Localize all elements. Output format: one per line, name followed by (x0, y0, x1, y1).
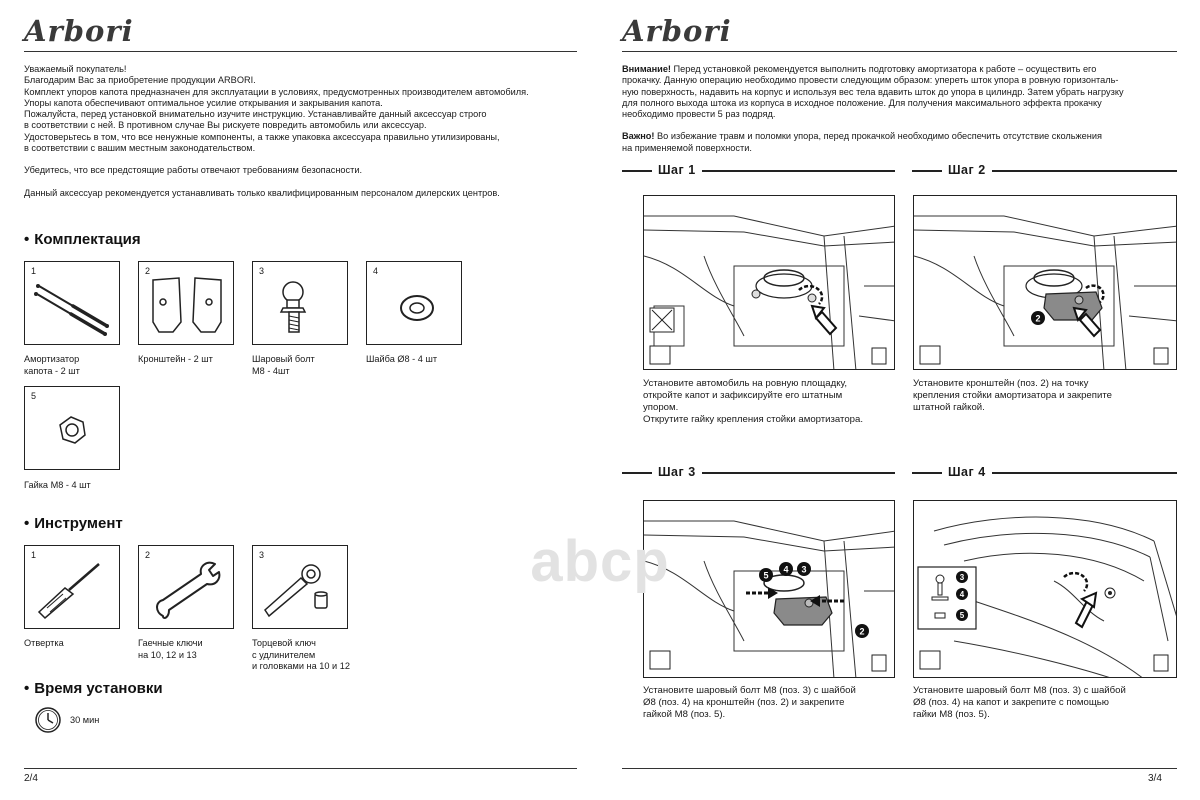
engine-bay-bracket-icon (914, 196, 1177, 370)
footer-divider (622, 768, 1177, 769)
caption-line: Кронштейн - 2 шт (138, 354, 213, 364)
step-text-line: Ø8 (поз. 4) на капот и закрепите с помощью (913, 697, 1109, 708)
kit-caption-ball-bolt (252, 354, 315, 377)
step-2-illustration (913, 195, 1177, 370)
kit-title-text: Комплектация (34, 231, 141, 248)
caption-line: капота - 2 шт (24, 365, 80, 376)
page-number: 3/4 (1148, 773, 1162, 784)
intro-line: Упоры капота обеспечивают оптимальное усилие открывания и закрывания капота. (24, 97, 383, 108)
warning-line: необходимо провести 5 раз подряд. (622, 109, 776, 120)
caption-line: на 10, 12 и 13 (138, 649, 197, 660)
warning-line (622, 64, 1182, 75)
item-number: 3 (259, 266, 265, 276)
step-text-line: откройте капот и зафиксируйте его штатным (643, 390, 843, 401)
warning-line: для полного выхода штока из корпуса в исходное положение. Для получения максимального эффекта прокачку (622, 97, 1102, 108)
right-page (600, 0, 1200, 800)
tool-caption-wrench (138, 638, 203, 661)
watermark: abcp (530, 529, 670, 594)
time-title-text: Время установки (34, 680, 163, 697)
important-line (622, 131, 1182, 142)
caption-line: М8 - 4шт (252, 365, 290, 376)
callout-3: 3 (801, 564, 807, 575)
caption-line: и головками на 10 и 12 (252, 661, 350, 671)
step-2-text (913, 378, 1169, 414)
caption-line: Шайба Ø8 - 4 шт (366, 354, 438, 364)
header-divider (24, 51, 577, 52)
callout-4: 4 (783, 564, 789, 575)
important-line-text: Во избежание травм и поломки упора, перед прокачкой необходимо обеспечить отсутствие скольжения (654, 131, 1102, 142)
step-4-label: Шаг 4 (942, 465, 992, 479)
intro-line: в соответствии с вашим местным законодательством. (24, 143, 256, 154)
step-text-line: Установите шаровый болт М8 (поз. 3) с шайбой (913, 685, 1126, 696)
caption-line: Торцевой ключ (252, 638, 316, 648)
kit-section-title: • Комплектация (24, 231, 141, 248)
step-3-header (622, 465, 895, 479)
warning-text (622, 64, 1182, 154)
warning-line-text: Перед установкой рекомендуется выполнить подготовку амортизатора к работе – осуществить его (670, 64, 1097, 74)
item-number: 1 (31, 550, 37, 560)
tools-section-title: • Инструмент (24, 515, 123, 532)
tool-item-screwdriver (24, 545, 120, 629)
tool-caption-socket-wrench (252, 638, 350, 673)
step-2-label: Шаг 2 (942, 163, 992, 177)
kit-caption-bracket (138, 354, 213, 366)
step-text-line: упором. (643, 402, 679, 413)
engine-bay-strut-icon (644, 196, 895, 370)
intro-line: Удостоверьтесь в том, что все ненужные компоненты, а также упаковка аксессуара правильно утилизированы, (24, 131, 500, 142)
step-3-text (643, 685, 899, 721)
callout-2: 2 (859, 626, 865, 637)
item-number: 4 (373, 266, 379, 276)
intro-line: Уважаемый покупатель! (24, 64, 127, 74)
tools-title-text: Инструмент (34, 515, 123, 532)
caption-line: Шаровый болт (252, 354, 315, 364)
important-label: Важно! (622, 131, 655, 142)
item-number: 5 (31, 391, 37, 401)
intro-line: Благодарим Вас за приобретение продукции ARBORI. (24, 75, 256, 86)
time-section-title: • Время установки (24, 680, 163, 697)
nut-icon (25, 387, 121, 471)
step-text-line: Установите автомобиль на ровную площадку, (643, 378, 848, 389)
tool-item-wrench (138, 545, 234, 629)
intro-text (24, 64, 584, 199)
kit-item-nut (24, 386, 120, 470)
kit-caption-strut (24, 354, 80, 377)
callout-2: 2 (1035, 313, 1041, 324)
page-number: 2/4 (24, 773, 38, 784)
footer-divider (24, 768, 577, 769)
item-number: 3 (259, 550, 265, 560)
kit-caption-washer (366, 354, 437, 366)
kit-item-ball-bolt (252, 261, 348, 345)
screwdriver-icon (25, 546, 121, 630)
item-number: 2 (145, 550, 151, 560)
intro-line: Комплект упоров капота предназначен для эксплуатации в условиях, предусмотренных производителем автомобиля. (24, 86, 529, 97)
kit-item-bracket (138, 261, 234, 345)
callout-3: 3 (959, 573, 965, 582)
step-4-text (913, 685, 1169, 721)
kit-item-strut (24, 261, 120, 345)
step-text-line: Установите шаровый болт М8 (поз. 3) с шайбой (643, 685, 856, 696)
step-2-header (912, 163, 1177, 177)
callout-4: 4 (959, 590, 965, 599)
step-text-line: гайкой М8 (поз. 5). (643, 709, 726, 720)
intro-line: в соответствии с ней. В противном случае Вы рискуете повредить автомобиль или аксессуар. (24, 120, 427, 131)
caption-line: Гайка М8 - 4 шт (24, 480, 91, 490)
warning-line: ную поверхность, надавить на корпус и используя вес тела вдавить шток до упора в цилиндр. Затем убрать нагрузку (622, 86, 1124, 97)
brand-logo: Arbori (24, 14, 134, 48)
safety-note: Убедитесь, что все предстоящие работы отвечают требованиям безопасности. (24, 165, 363, 176)
caption-line: с удлинителем (252, 649, 316, 660)
brand-logo: Arbori (622, 14, 732, 48)
step-text-line: штатной гайкой. (913, 402, 985, 413)
washer-icon (367, 262, 463, 346)
intro-line: Пожалуйста, перед установкой внимательно изучите инструкцию. Устанавливайте данный аксессуар строго (24, 109, 487, 120)
header-divider (622, 51, 1177, 52)
callout-5: 5 (763, 570, 769, 581)
item-number: 2 (145, 266, 151, 276)
important-line: на применяемой поверхности. (622, 142, 752, 153)
kit-caption-nut (24, 480, 91, 492)
step-text-line: крепления стойки амортизатора и закрепите (913, 390, 1112, 401)
callout-5: 5 (959, 611, 965, 620)
warning-label: Внимание! (622, 64, 671, 74)
gas-strut-icon (25, 262, 121, 346)
step-3-label: Шаг 3 (652, 465, 702, 479)
ball-bolt-icon (253, 262, 349, 346)
step-1-illustration (643, 195, 895, 370)
warning-line: прокачку. Данную операцию необходимо провести следующим образом: упереть шток упора в ровную горизонталь- (622, 75, 1119, 86)
caption-line: Амортизатор (24, 354, 80, 364)
step-1-label: Шаг 1 (652, 163, 702, 177)
clock-icon (34, 706, 62, 734)
dealer-note: Данный аксессуар рекомендуется устанавливать только квалифицированным персоналом дилерских центров. (24, 187, 500, 198)
bracket-icon (139, 262, 235, 346)
step-text-line: Открутите гайку крепления стойки амортизатора. (643, 414, 864, 425)
socket-wrench-icon (253, 546, 349, 630)
tool-caption-screwdriver (24, 638, 64, 650)
kit-item-washer (366, 261, 462, 345)
item-number: 1 (31, 266, 37, 276)
step-text-line: Установите кронштейн (поз. 2) на точку (913, 378, 1089, 389)
tool-item-socket-wrench (252, 545, 348, 629)
step-text-line: гайки М8 (поз. 5). (913, 709, 990, 720)
install-time: 30 мин (70, 715, 100, 725)
step-1-text (643, 378, 899, 426)
step-text-line: Ø8 (поз. 4) на кронштейн (поз. 2) и закрепите (643, 697, 845, 708)
step-4-header (912, 465, 1177, 479)
hood-ball-bolt-icon (914, 501, 1177, 678)
step-4-illustration (913, 500, 1177, 678)
step-1-header (622, 163, 895, 177)
caption-line: Гаечные ключи (138, 638, 203, 648)
wrench-icon (139, 546, 235, 630)
caption-line: Отвертка (24, 638, 64, 648)
